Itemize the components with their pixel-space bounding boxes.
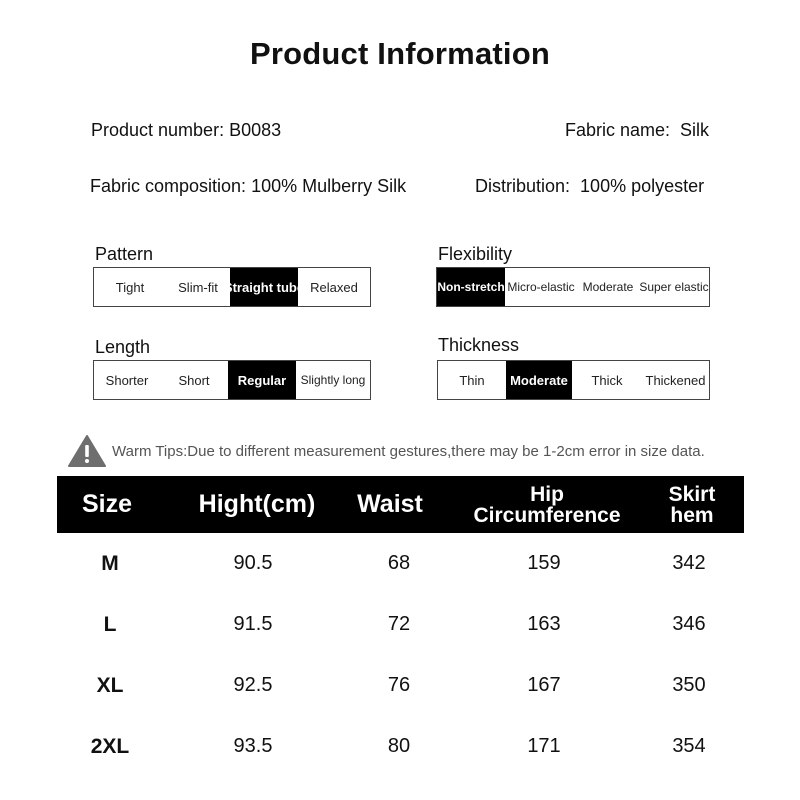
flexibility-option: Micro-elastic: [507, 280, 575, 294]
cell-hem: 346: [672, 613, 706, 635]
cell-size: L: [103, 612, 117, 636]
table-row: [57, 594, 744, 655]
cell-hem: 350: [672, 674, 706, 696]
header-height: Hight(cm): [198, 490, 316, 518]
header-size: Size: [81, 490, 133, 518]
table-row: [57, 655, 744, 716]
length-option: Slightly long: [300, 373, 366, 387]
thickness-option: Thick: [591, 372, 623, 388]
fabric-name-label: Fabric name:: [565, 120, 671, 140]
cell-waist: 80: [387, 735, 411, 757]
length-option: Regular: [228, 361, 296, 399]
cell-size: M: [101, 551, 119, 575]
cell-size: 2XL: [90, 734, 130, 758]
cell-size: XL: [96, 673, 124, 697]
thickness-option: Thickened: [645, 372, 706, 388]
table-row: [57, 716, 744, 777]
warm-tip: [68, 434, 705, 468]
cell-waist: 68: [387, 552, 411, 574]
cell-height: 93.5: [233, 735, 273, 757]
thickness-scale: [437, 360, 710, 400]
pattern-option: Slim-fit: [178, 279, 218, 295]
flexibility-label: Flexibility: [438, 244, 513, 264]
thickness-option: Moderate: [506, 361, 572, 399]
cell-hip: 159: [527, 552, 561, 574]
fabric-composition-value: 100% Mulberry Silk: [251, 176, 407, 196]
warning-icon: [68, 434, 106, 468]
flexibility-option: Moderate: [582, 280, 634, 294]
cell-waist: 76: [387, 674, 411, 696]
product-number-value: B0083: [229, 120, 282, 140]
fabric-composition: [90, 176, 406, 197]
table-row: [57, 533, 744, 594]
size-table: [57, 476, 744, 777]
cell-hip: 163: [527, 613, 561, 635]
page-title: Product Information: [249, 36, 550, 71]
header-hem: Skirt hem: [668, 482, 716, 527]
pattern-option: Tight: [115, 279, 145, 295]
flexibility-option: Non-stretch: [437, 268, 505, 306]
size-table-header: [57, 476, 744, 533]
cell-hem: 342: [672, 552, 706, 574]
header-waist: Waist: [357, 490, 423, 518]
pattern-scale: [93, 267, 371, 307]
length-option: Shorter: [105, 372, 149, 388]
flexibility-scale: [436, 267, 710, 307]
distribution-value: 100% polyester: [580, 176, 705, 196]
thickness-option: Thin: [459, 372, 485, 388]
cell-hip: 167: [527, 674, 561, 696]
header-hip: Hip Circumference: [473, 482, 621, 527]
length-label: Length: [95, 337, 151, 357]
length-option: Short: [178, 372, 210, 388]
pattern-label: Pattern: [95, 244, 154, 264]
product-number-label: Product number:: [91, 120, 225, 140]
product-number: [91, 120, 281, 141]
warm-tip-text: Warm Tips:Due to different measurement gestures,there may be 1-2cm error in size data.: [112, 442, 705, 460]
thickness-label: Thickness: [438, 335, 520, 355]
cell-hip: 171: [527, 735, 561, 757]
size-table-body: [57, 533, 744, 777]
flexibility-option: Super elastic: [639, 280, 709, 294]
fabric-name: [565, 120, 709, 141]
cell-hem: 354: [672, 735, 706, 757]
distribution-label: Distribution:: [475, 176, 571, 196]
cell-waist: 72: [387, 613, 411, 635]
cell-height: 92.5: [233, 674, 273, 696]
distribution: [475, 176, 704, 197]
cell-height: 91.5: [233, 613, 273, 635]
pattern-option: Straight tube: [230, 268, 298, 306]
pattern-option: Relaxed: [310, 279, 358, 295]
fabric-composition-label: Fabric composition:: [90, 176, 247, 196]
cell-height: 90.5: [233, 552, 273, 574]
length-scale: [93, 360, 371, 400]
fabric-name-value: Silk: [680, 120, 710, 140]
